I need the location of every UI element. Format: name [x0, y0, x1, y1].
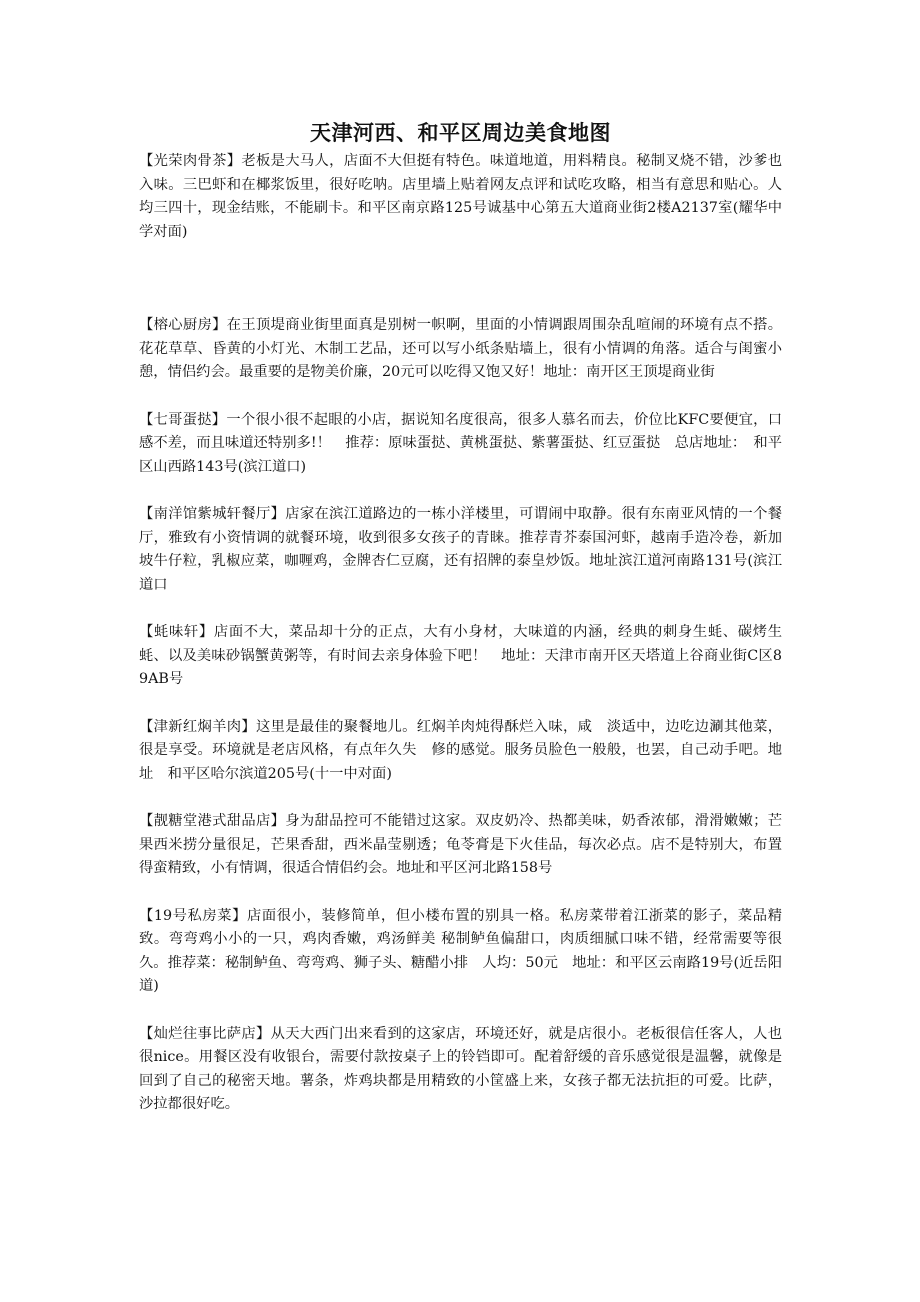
restaurant-entry: 【19号私房菜】店面很小，装修简单，但小楼布置的别具一格。私房菜带着江浙菜的影子，菜品精致。弯弯鸡小小的一只，鸡肉香嫩，鸡汤鲜美 秘制鲈鱼偏甜口，肉质细腻口味不错，经常需要等很久。推荐菜：秘制鲈鱼、弯弯鸡、狮子头、糖醋小排 人均：50元 地址：和平区云南路19号(近岳阳道): [139, 907, 782, 994]
spacer: [139, 881, 782, 905]
restaurant-entry: 【南洋馆紫城轩餐厅】店家在滨江道路边的一栋小洋楼里，可谓闹中取静。很有东南亚风情的一个餐厅，雅致有小资情调的就餐环境，收到很多女孩子的青睐。推荐青芥泰国河虾，越南手造冷卷，新加坡牛仔粒，乳椒应菜，咖喱鸡，金牌杏仁豆腐，还有招牌的泰皇炒饭。地址滨江道河南路131号(滨江道口: [139, 506, 782, 593]
restaurant-entry: 【津新红焖羊肉】这里是最佳的聚餐地儿。红焖羊肉炖得酥烂入味，咸 淡适中，边吃边涮其他菜，很是享受。环境就是老店风格，有点年久失 修的感觉。服务员脸色一般般，也罢，自己动手吧。地址 和平区哈尔滨道205号(十一中对面): [139, 718, 782, 782]
spacer: [139, 479, 782, 503]
spacer: [139, 385, 782, 409]
restaurant-entry: 【靓糖堂港式甜品店】身为甜品控可不能错过这家。双皮奶冷、热都美味，奶香浓郁，滑滑嫩嫩；芒果西米捞分量很足，芒果香甜，西米晶莹剔透；龟苓膏是下火佳品，每次必点。店不是特别大，布置得蛮精致，小有情调，很适合情侣约会。地址和平区河北路158号: [139, 813, 782, 876]
spacer: [139, 999, 782, 1023]
restaurant-entry: 【灿烂往事比萨店】从天大西门出来看到的这家店，环境还好，就是店很小。老板很信任客人，人也很nice。用餐区没有收银台，需要付款按桌子上的铃铛即可。配着舒缓的音乐感觉很是温馨，就像是回到了自己的秘密天地。薯条，炸鸡块都是用精致的小筐盛上来，女孩子都无法抗拒的可爱。比萨，沙拉都很好吃。: [139, 1025, 782, 1112]
document-page: [139, 118, 782, 1117]
restaurant-entry: 【七哥蛋挞】一个很小很不起眼的小店，据说知名度很高，很多人慕名而去，价位比KFC要便宜，口感不差，而且味道还特别多!！ 推荐：原味蛋挞、黄桃蛋挞、紫薯蛋挞、红豆蛋挞 总店地址： 和平区山西路143号(滨江道口): [139, 411, 782, 475]
spacer: [139, 692, 782, 716]
restaurant-entry: 【蚝味轩】店面不大，菜品却十分的正点，大有小身材，大味道的内涵，经典的刺身生蚝、碳烤生蚝、以及美味砂锅蟹黄粥等，有时间去亲身体验下吧！ 地址：天津市南开区天塔道上谷商业街C区89AB号: [139, 624, 782, 687]
spacer: [139, 597, 782, 621]
page-title: 天津河西、和平区周边美食地图: [310, 120, 611, 145]
restaurant-entry: 【榕心厨房】在王顶堤商业街里面真是别树一帜啊，里面的小情调跟周围杂乱喧闹的环境有点不搭。花花草草、昏黄的小灯光、木制工艺品，还可以写小纸条贴墙上，很有小情调的角落。适合与闺蜜小憩，情侣约会。最重要的是物美价廉，20元可以吃得又饱又好！地址：南开区王顶堤商业街: [139, 317, 782, 380]
spacer: [139, 786, 782, 810]
spacer: [139, 244, 782, 314]
restaurant-entry: 【光荣肉骨茶】老板是大马人，店面不大但挺有特色。味道地道，用料精良。秘制叉烧不错，沙爹也入味。三巴虾和在椰浆饭里，很好吃呐。店里墙上贴着网友点评和试吃攻略，相当有意思和贴心。人均三四十，现金结账，不能刷卡。和平区南京路125号诚基中心第五大道商业街2楼A2137室(耀华中学对面): [139, 153, 782, 240]
